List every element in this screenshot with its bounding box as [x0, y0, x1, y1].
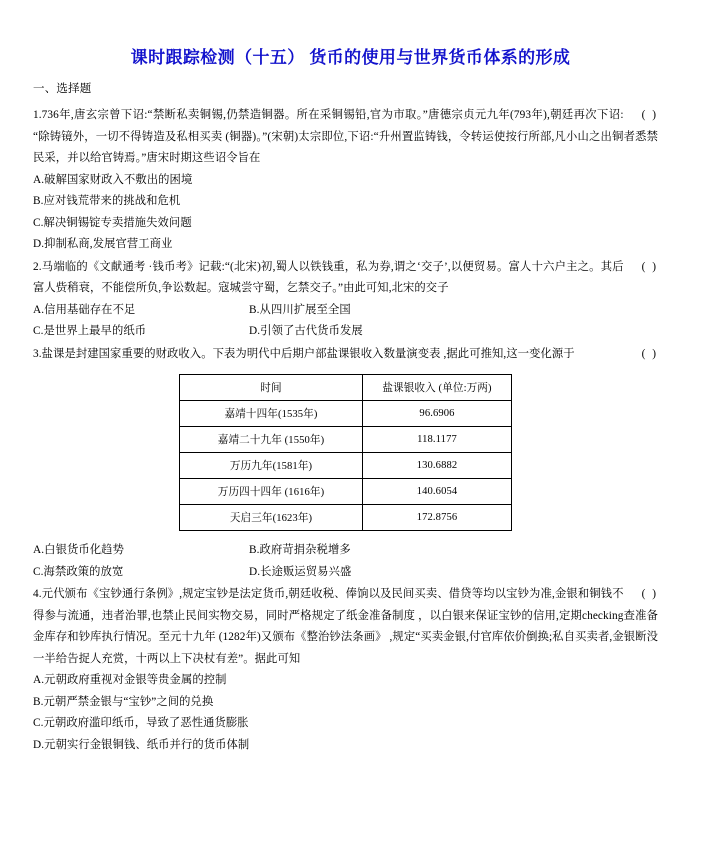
question-1-option-a[interactable]: A.破解国家财政入不敷出的困境: [33, 173, 193, 186]
question-2-options: [33, 300, 658, 343]
table-row: [180, 427, 512, 453]
question-3-answer-bracket[interactable]: ( ): [641, 347, 658, 360]
question-3-option-a[interactable]: A.白银货币化趋势: [33, 544, 124, 556]
question-3-stem-wrap: [33, 344, 658, 366]
question-1-option-b[interactable]: B.应对钱荒带来的挑战和危机: [33, 195, 181, 207]
table-body: [180, 401, 512, 531]
question-2-stem-text: 2.马端临的《文献通考 ·钱币考》记载:“(北宋)初,蜀人以铁钱重，私为券,谓之‘交子’,以便贸易。富人十六户主之。其后富人赀稍衰，不能偿所负,争讼数起。寇城尝守蜀，乞禁交子。”由此可知,北宋的交子: [33, 260, 624, 294]
question-2-answer-bracket[interactable]: ( ): [641, 260, 658, 273]
table-cell-revenue: 130.6882: [363, 453, 512, 479]
question-2-stem-wrap: [33, 257, 658, 300]
question-4: [33, 584, 658, 756]
question-2-option-a[interactable]: A.信用基础存在不足: [33, 303, 136, 316]
page-title: 课时跟踪检测（十五） 货币的使用与世界货币体系的形成: [130, 48, 571, 67]
question-4-stem-text: 4.元代颁布《宝钞通行条例》,规定宝钞是法定货币,朝廷收税、俸饷以及民间买卖、借贷等均以宝钞为准,金银和铜钱不得参与流通，违者治罪,也禁止民间实物交易，同时严格规定了纸金准备制度 ，以白银来保证宝钞的信用,定期checking查准备金库存和钞库执行情况。至元十九年 (1282年)又颁布《整治钞法条画》 ,规定“买卖金银,付官库依价倒换;私自买卖者,金银断没一半给告捉人充赏，十两以上下决杖有差”。据此可知: [33, 588, 658, 665]
question-3-option-c[interactable]: C.海禁政策的放宽: [33, 565, 124, 578]
question-4-option-c[interactable]: C.元朝政府滥印纸币，导致了恶性通货膨胀: [33, 717, 249, 729]
table-cell-time: 天启三年(1623年): [180, 505, 363, 531]
question-3-stem-text: 3.盐课是封建国家重要的财政收入。下表为明代中后期户部盐课银收入数量演变表 ,据此可推知,这一变化源于: [33, 347, 575, 360]
table-cell-time: 嘉靖十四年(1535年): [180, 401, 363, 427]
question-4-option-d[interactable]: D.元朝实行金银铜钱、纸币并行的货币体制: [33, 738, 250, 751]
question-4-stem-wrap: [33, 584, 658, 670]
document-body: [33, 80, 658, 757]
question-4-option-a[interactable]: A.元朝政府重视对金银等贵金属的控制: [33, 674, 227, 686]
question-3-options-row-1: [33, 540, 658, 562]
question-2-option-b[interactable]: B.从四川扩展至全国: [249, 303, 351, 316]
question-1-answer-bracket[interactable]: ( ): [641, 109, 658, 121]
table-header-time: 时间: [180, 375, 363, 401]
section-heading-multiple-choice: 一、选择题: [33, 83, 92, 95]
question-1-stem-text: 1.736年,唐玄宗曾下诏:“禁断私卖铜锡,仍禁造铜器。所在采铜锡铅,官为市取。”唐德宗贞元九年(793年),朝廷再次下诏:“除铸镜外，一切不得铸造及私相买卖 (铜器)。”(宋朝)太宗即位,下诏:“升州置监铸钱，令转运使按行所部,凡小山之出铜者悉禁民采，并以给官铸焉。”唐宋时期这些诏令旨在: [33, 109, 658, 164]
table-cell-time: 嘉靖二十九年 (1550年): [180, 427, 363, 453]
question-2-options-row-2: [33, 321, 658, 343]
question-4-answer-bracket[interactable]: ( ): [641, 588, 658, 600]
salt-tax-revenue-table: [179, 374, 512, 531]
table-cell-revenue: 172.8756: [363, 505, 512, 531]
question-3-options: [33, 540, 658, 583]
table-cell-time: 万历四十四年 (1616年): [180, 479, 363, 505]
question-2-option-d[interactable]: D.引领了古代货币发展: [249, 325, 363, 337]
table-row: [180, 401, 512, 427]
table-row: [180, 505, 512, 531]
table-row: [180, 453, 512, 479]
question-2-options-row-1: [33, 300, 658, 322]
question-3-option-b[interactable]: B.政府苛捐杂税增多: [249, 544, 351, 556]
question-2-option-c[interactable]: C.是世界上最早的纸币: [33, 325, 147, 337]
table-cell-time: 万历九年(1581年): [180, 453, 363, 479]
question-3-options-row-2: [33, 562, 658, 584]
table-row: [180, 479, 512, 505]
question-1: [33, 105, 658, 256]
table-cell-revenue: 140.6054: [363, 479, 512, 505]
question-4-option-b[interactable]: B.元朝严禁金银与“宝钞”之间的兑换: [33, 695, 214, 708]
question-2: [33, 257, 658, 343]
table-header-row: [180, 375, 512, 401]
salt-tax-table-wrapper: [33, 374, 658, 531]
question-3: [33, 344, 658, 584]
question-3-option-d[interactable]: D.长途贩运贸易兴盛: [249, 565, 352, 578]
table-cell-revenue: 96.6906: [363, 401, 512, 427]
table-header-revenue: 盐课银收入 (单位:万两): [363, 375, 512, 401]
question-4-options: [33, 670, 658, 756]
table-head: [180, 375, 512, 401]
question-1-option-d[interactable]: D.抑制私商,发展官营工商业: [33, 238, 173, 250]
question-1-options: [33, 170, 658, 256]
question-1-option-c[interactable]: C.解决铜锡锭专卖措施失效问题: [33, 216, 192, 229]
table-cell-revenue: 118.1177: [363, 427, 512, 453]
question-1-stem-wrap: [33, 105, 658, 170]
